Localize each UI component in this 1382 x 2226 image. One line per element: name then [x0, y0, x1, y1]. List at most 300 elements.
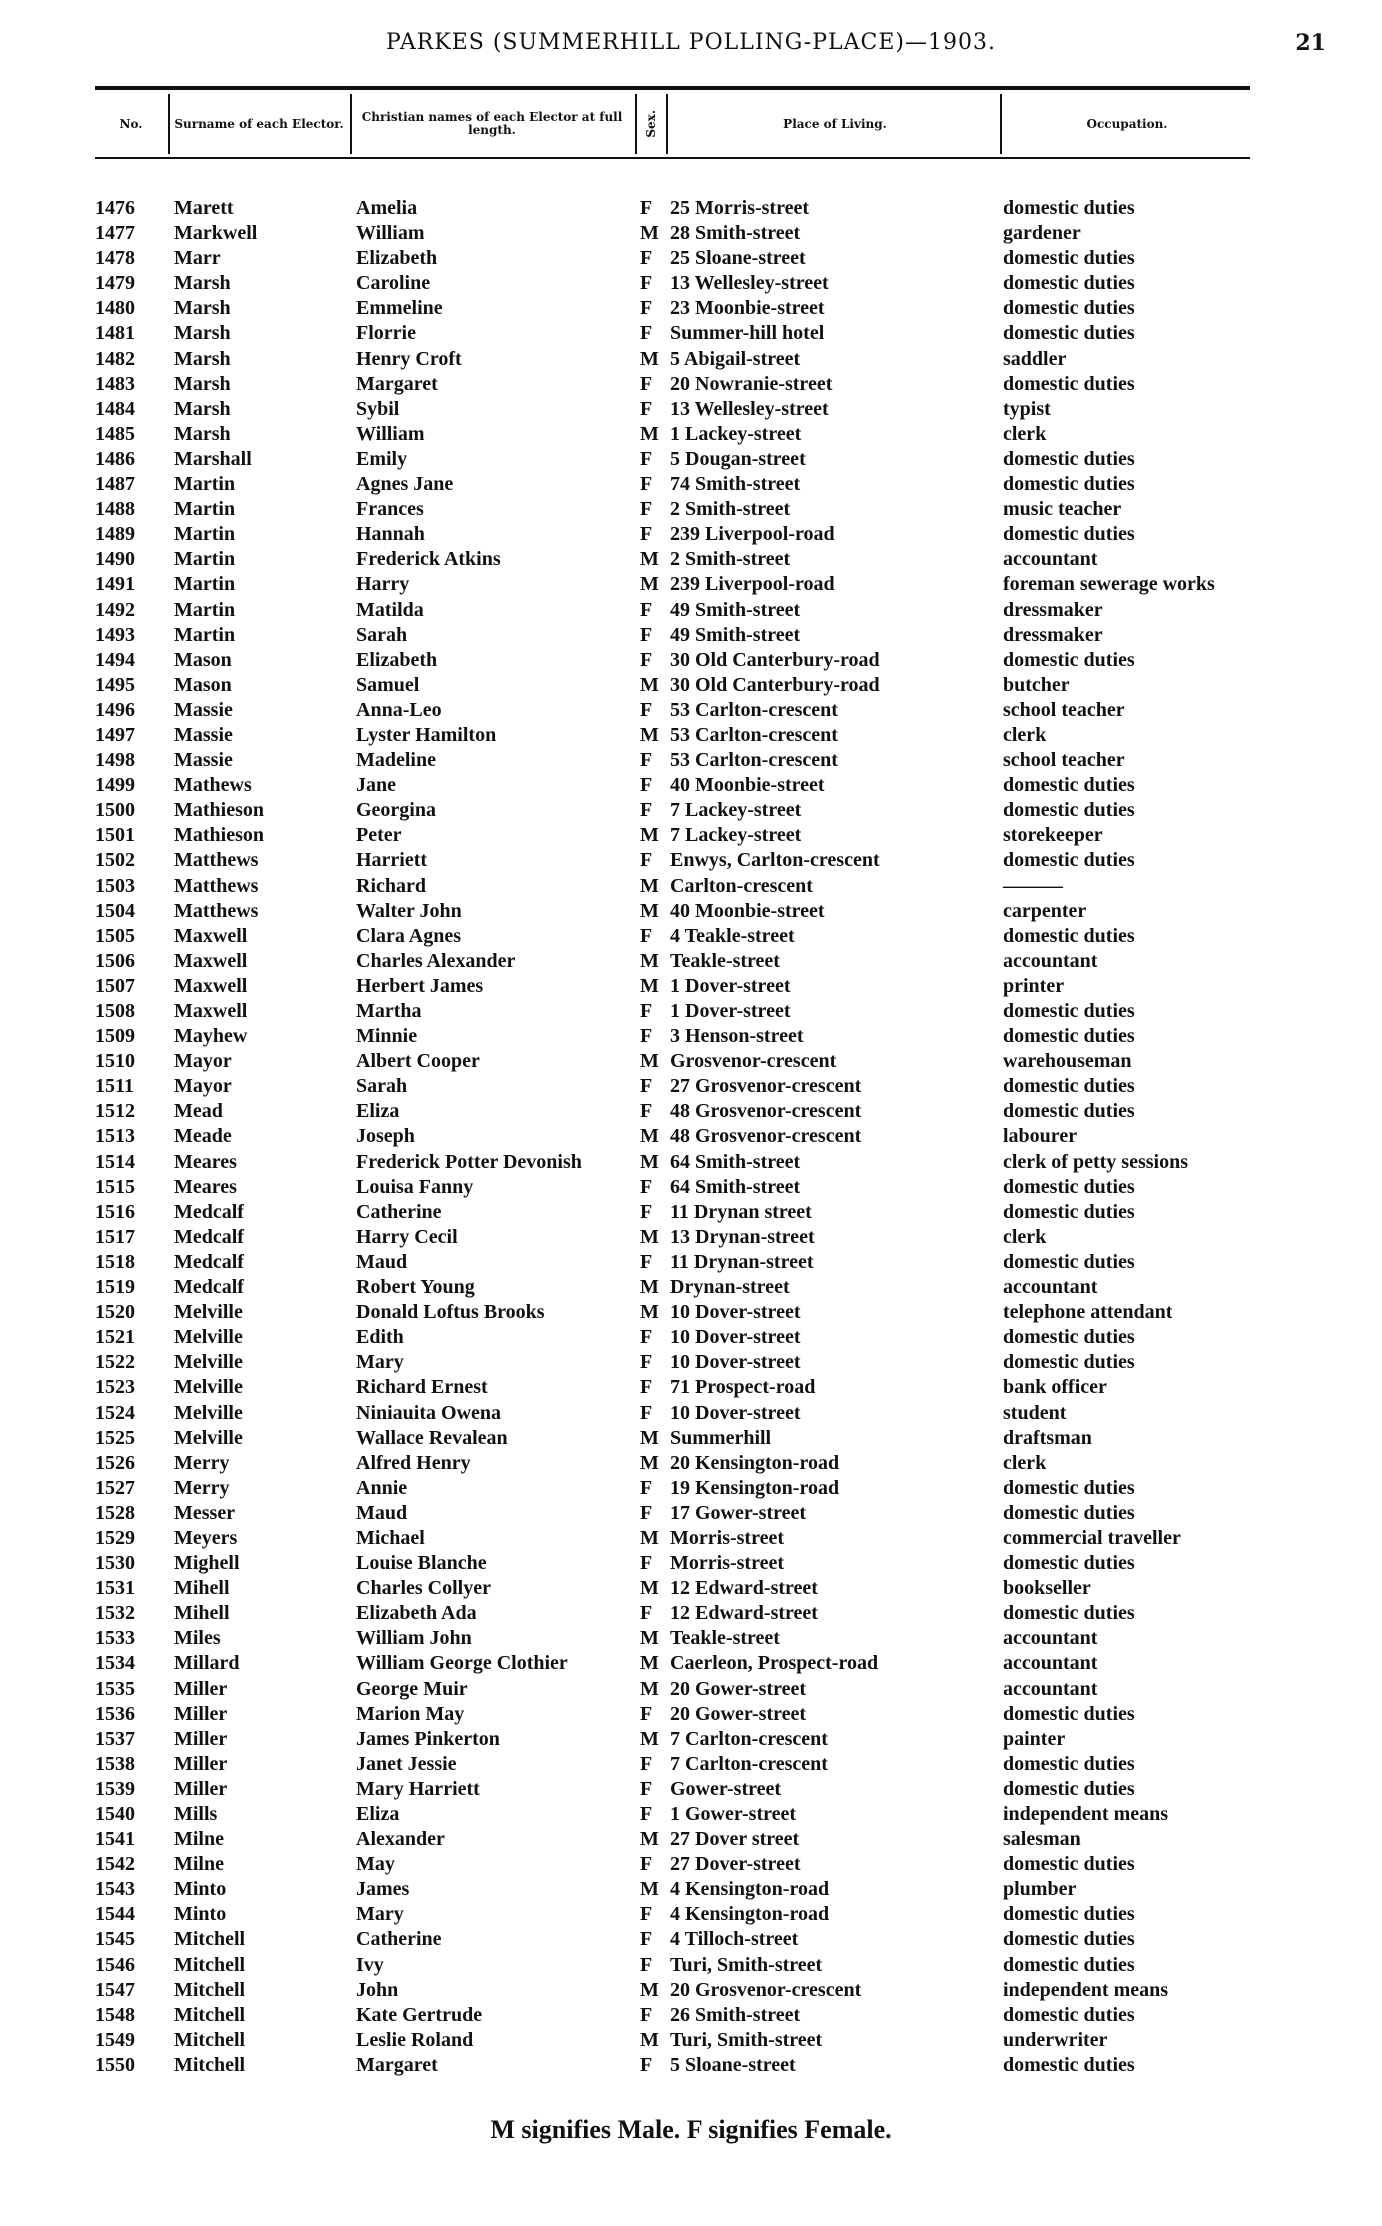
sex: M — [640, 1276, 659, 1299]
table-row — [0, 798, 1382, 823]
occupation: school teacher — [1003, 698, 1125, 721]
electoral-roll-table — [0, 196, 1382, 2078]
place-of-living: 74 Smith-street — [670, 473, 801, 496]
christian-names: Walter John — [356, 899, 462, 922]
elector-number: 1533 — [95, 1627, 135, 1650]
place-of-living: 40 Moonbie-street — [670, 899, 825, 922]
occupation: foreman sewerage works — [1003, 573, 1215, 596]
christian-names: Maud — [356, 1501, 408, 1524]
place-of-living: 11 Drynan-street — [670, 1250, 814, 1273]
christian-names: Alfred Henry — [356, 1451, 471, 1474]
table-row — [0, 397, 1382, 422]
christian-names: Louise Blanche — [356, 1552, 487, 1575]
elector-number: 1503 — [95, 874, 135, 897]
table-row — [0, 1551, 1382, 1576]
place-of-living: 20 Kensington-road — [670, 1451, 840, 1474]
table-row — [0, 924, 1382, 949]
occupation: domestic duties — [1003, 2053, 1135, 2076]
christian-names: Joseph — [356, 1125, 415, 1148]
place-of-living: 1 Lackey-street — [670, 422, 802, 445]
elector-number: 1540 — [95, 1803, 135, 1825]
place-of-living: 1 Dover-street — [670, 1000, 791, 1022]
table-row — [0, 1426, 1382, 1451]
occupation: dressmaker — [1003, 598, 1103, 621]
elector-number: 1490 — [95, 548, 135, 571]
sex: F — [640, 498, 653, 521]
table-row — [0, 1049, 1382, 1074]
elector-number: 1484 — [95, 397, 135, 420]
elector-number: 1496 — [95, 698, 135, 721]
christian-names: Janet Jessie — [356, 1752, 457, 1775]
elector-number: 1509 — [95, 1025, 135, 1048]
place-of-living: Summerhill — [670, 1426, 772, 1449]
sex: M — [640, 1577, 659, 1600]
surname: Matthews — [174, 899, 259, 922]
sex: M — [640, 347, 659, 370]
occupation: independent means — [1003, 1803, 1169, 1825]
elector-number: 1485 — [95, 422, 135, 445]
christian-names: Elizabeth — [356, 648, 438, 671]
place-of-living: 10 Dover-street — [670, 1351, 801, 1374]
table-row — [0, 1200, 1382, 1225]
christian-names: Georgina — [356, 799, 436, 822]
occupation: commercial traveller — [1003, 1526, 1181, 1549]
occupation: independent means — [1003, 1978, 1169, 2001]
christian-names: Catherine — [356, 1928, 442, 1951]
surname: Matthews — [174, 849, 259, 872]
christian-names: Margaret — [356, 2053, 438, 2076]
sex: M — [640, 222, 659, 245]
table-row — [0, 623, 1382, 648]
header-no: No. — [119, 116, 143, 131]
occupation: domestic duties — [1003, 1953, 1135, 1976]
place-of-living: 25 Sloane-street — [670, 247, 806, 270]
occupation: accountant — [1003, 1652, 1098, 1675]
sex: F — [640, 799, 653, 822]
column-divider — [168, 94, 170, 154]
place-of-living: 4 Teakle-street — [670, 924, 795, 947]
place-of-living: Drynan-street — [670, 1276, 790, 1299]
occupation: domestic duties — [1003, 1602, 1135, 1625]
christian-names: Edith — [356, 1326, 404, 1349]
surname: Mayhew — [174, 1025, 248, 1048]
table-row — [0, 949, 1382, 974]
occupation: draftsman — [1003, 1426, 1092, 1449]
surname: Merry — [174, 1476, 230, 1499]
surname: Matthews — [174, 874, 259, 897]
occupation: typist — [1003, 397, 1051, 420]
sex: F — [640, 1552, 653, 1575]
elector-number: 1547 — [95, 1978, 135, 2001]
elector-number: 1501 — [95, 824, 135, 847]
christian-names: Frederick Potter Devonish — [356, 1150, 582, 1173]
occupation: accountant — [1003, 1627, 1098, 1650]
christian-names: Niniauita Owena — [356, 1401, 502, 1424]
elector-number: 1477 — [95, 222, 135, 245]
christian-names: Harriett — [356, 849, 428, 872]
place-of-living: 4 Tilloch-street — [670, 1928, 799, 1951]
place-of-living: 20 Nowranie-street — [670, 372, 833, 395]
christian-names: Alexander — [356, 1828, 445, 1851]
sex: F — [640, 1953, 653, 1976]
elector-number: 1524 — [95, 1401, 135, 1424]
christian-names: Eliza — [356, 1100, 400, 1123]
place-of-living: Teakle-street — [670, 949, 780, 972]
occupation: domestic duties — [1003, 849, 1135, 872]
christian-names: Sarah — [356, 1075, 408, 1098]
place-of-living: Caerleon, Prospect-road — [670, 1652, 879, 1675]
elector-number: 1546 — [95, 1953, 135, 1976]
elector-number: 1515 — [95, 1175, 135, 1198]
sex: M — [640, 1526, 659, 1549]
table-row — [0, 1124, 1382, 1149]
table-row — [0, 572, 1382, 597]
surname: Markwell — [174, 222, 258, 245]
surname: Medcalf — [174, 1225, 244, 1248]
sex: F — [640, 1000, 653, 1022]
sex: M — [640, 723, 659, 746]
elector-number: 1489 — [95, 523, 135, 546]
occupation: student — [1003, 1401, 1067, 1424]
occupation: domestic duties — [1003, 197, 1135, 219]
christian-names: Frances — [356, 498, 424, 521]
surname: Miller — [174, 1702, 228, 1725]
surname: Mills — [174, 1803, 218, 1825]
table-row — [0, 1852, 1382, 1877]
occupation: domestic duties — [1003, 1000, 1135, 1022]
occupation: domestic duties — [1003, 1250, 1135, 1273]
sex: M — [640, 974, 659, 997]
sex: M — [640, 548, 659, 571]
surname: Minto — [174, 1903, 227, 1926]
occupation: carpenter — [1003, 899, 1087, 922]
header-sex-label: Sex. — [643, 110, 658, 138]
sex: F — [640, 1351, 653, 1374]
table-row — [0, 447, 1382, 472]
christian-names: Martha — [356, 1000, 422, 1022]
table-row — [0, 1024, 1382, 1049]
christian-names: Hannah — [356, 523, 425, 546]
christian-names: Ivy — [356, 1953, 384, 1976]
sex: F — [640, 849, 653, 872]
surname: Mason — [174, 673, 232, 696]
place-of-living: 26 Smith-street — [670, 2003, 801, 2026]
occupation: domestic duties — [1003, 372, 1135, 395]
place-of-living: 28 Smith-street — [670, 222, 801, 245]
place-of-living: 20 Gower-street — [670, 1702, 807, 1725]
header-place: Place of Living. — [783, 116, 887, 131]
sex: F — [640, 1903, 653, 1926]
table-row — [0, 1978, 1382, 2003]
surname: Melville — [174, 1301, 243, 1324]
elector-number: 1550 — [95, 2053, 135, 2076]
elector-number: 1482 — [95, 347, 135, 370]
occupation: domestic duties — [1003, 1175, 1135, 1198]
occupation: domestic duties — [1003, 1752, 1135, 1775]
christian-names: Catherine — [356, 1200, 442, 1223]
table-row — [0, 1476, 1382, 1501]
table-row — [0, 1350, 1382, 1375]
surname: Mitchell — [174, 2028, 246, 2051]
surname: Medcalf — [174, 1200, 244, 1223]
elector-number: 1483 — [95, 372, 135, 395]
table-row — [0, 874, 1382, 899]
place-of-living: 64 Smith-street — [670, 1175, 801, 1198]
header-surname: Surname of each Elector. — [174, 116, 344, 131]
elector-number: 1536 — [95, 1702, 135, 1725]
elector-number: 1499 — [95, 774, 135, 797]
surname: Melville — [174, 1376, 243, 1399]
place-of-living: 13 Wellesley-street — [670, 397, 829, 420]
sex: M — [640, 2028, 659, 2051]
sex: F — [640, 1928, 653, 1951]
elector-number: 1506 — [95, 949, 135, 972]
surname: Marr — [174, 247, 221, 270]
place-of-living: 19 Kensington-road — [670, 1476, 840, 1499]
christian-names: Maud — [356, 1250, 408, 1273]
table-row — [0, 1827, 1382, 1852]
surname: Minto — [174, 1878, 227, 1901]
occupation: bank officer — [1003, 1376, 1107, 1399]
occupation: telephone attendant — [1003, 1301, 1173, 1324]
place-of-living: Summer-hill hotel — [670, 322, 825, 345]
sex: F — [640, 749, 653, 772]
surname: Messer — [174, 1501, 236, 1524]
table-row — [0, 522, 1382, 547]
christian-names: Richard Ernest — [356, 1376, 488, 1399]
christian-names: Lyster Hamilton — [356, 723, 497, 746]
elector-number: 1479 — [95, 272, 135, 295]
occupation: domestic duties — [1003, 799, 1135, 822]
surname: Marsh — [174, 322, 231, 345]
sex: M — [640, 874, 659, 897]
christian-names: Annie — [356, 1476, 408, 1499]
elector-number: 1532 — [95, 1602, 135, 1625]
surname: Maxwell — [174, 974, 248, 997]
place-of-living: Teakle-street — [670, 1627, 780, 1650]
elector-number: 1519 — [95, 1276, 135, 1299]
table-row — [0, 1501, 1382, 1526]
christian-names: Marion May — [356, 1702, 465, 1725]
sex: F — [640, 623, 653, 646]
occupation: labourer — [1003, 1125, 1078, 1148]
surname: Miles — [174, 1627, 221, 1650]
table-row — [0, 1375, 1382, 1400]
occupation: domestic duties — [1003, 924, 1135, 947]
elector-number: 1494 — [95, 648, 135, 671]
christian-names: Peter — [356, 824, 402, 847]
table-row — [0, 748, 1382, 773]
surname: Marsh — [174, 397, 231, 420]
elector-number: 1514 — [95, 1150, 135, 1173]
place-of-living: 27 Dover-street — [670, 1853, 801, 1876]
place-of-living: Grosvenor-crescent — [670, 1050, 837, 1073]
sex: F — [640, 924, 653, 947]
surname: Mayor — [174, 1050, 232, 1073]
table-row — [0, 1150, 1382, 1175]
sex: F — [640, 1200, 653, 1223]
sex: F — [640, 297, 653, 320]
place-of-living: 17 Gower-street — [670, 1501, 807, 1524]
table-row — [0, 1275, 1382, 1300]
elector-number: 1518 — [95, 1250, 135, 1273]
column-divider — [1000, 94, 1002, 154]
surname: Mitchell — [174, 1928, 246, 1951]
table-row — [0, 1250, 1382, 1275]
place-of-living: 7 Carlton-crescent — [670, 1727, 828, 1750]
occupation: accountant — [1003, 548, 1098, 571]
surname: Meyers — [174, 1526, 238, 1549]
occupation: domestic duties — [1003, 1552, 1135, 1575]
place-of-living: 7 Lackey-street — [670, 824, 802, 847]
christian-names: Frederick Atkins — [356, 548, 501, 571]
place-of-living: Gower-street — [670, 1777, 782, 1800]
occupation: domestic duties — [1003, 473, 1135, 496]
christian-names: Charles Alexander — [356, 949, 516, 972]
sex: F — [640, 648, 653, 671]
elector-number: 1510 — [95, 1050, 135, 1073]
sex: F — [640, 1702, 653, 1725]
surname: Meares — [174, 1175, 237, 1198]
christian-names: Donald Loftus Brooks — [356, 1301, 545, 1324]
christian-names: Clara Agnes — [356, 924, 461, 947]
christian-names: Mary — [356, 1903, 404, 1926]
elector-number: 1516 — [95, 1200, 135, 1223]
sex: F — [640, 1376, 653, 1399]
table-row — [0, 1802, 1382, 1827]
surname: Meade — [174, 1125, 232, 1148]
elector-number: 1508 — [95, 1000, 135, 1022]
footer-legend: M signifies Male. F signifies Female. — [490, 2115, 892, 2144]
elector-number: 1534 — [95, 1652, 135, 1675]
table-row — [0, 1225, 1382, 1250]
place-of-living: 11 Drynan street — [670, 1200, 812, 1223]
place-of-living: 12 Edward-street — [670, 1577, 818, 1600]
surname: Milne — [174, 1828, 224, 1851]
table-row — [0, 1677, 1382, 1702]
occupation: accountant — [1003, 1276, 1098, 1299]
elector-number: 1480 — [95, 297, 135, 320]
elector-number: 1500 — [95, 799, 135, 822]
surname: Marett — [174, 197, 234, 219]
elector-number: 1523 — [95, 1376, 135, 1399]
surname: Mathieson — [174, 824, 264, 847]
place-of-living: 49 Smith-street — [670, 623, 801, 646]
elector-number: 1513 — [95, 1125, 135, 1148]
occupation: domestic duties — [1003, 523, 1135, 546]
christian-names: William John — [356, 1627, 472, 1650]
occupation: ——— — [1003, 874, 1063, 897]
sex: F — [640, 1401, 653, 1424]
occupation: warehouseman — [1003, 1050, 1132, 1073]
occupation: dressmaker — [1003, 623, 1103, 646]
christian-names: Sybil — [356, 397, 400, 420]
christian-names: William George Clothier — [356, 1652, 568, 1675]
table-row — [0, 673, 1382, 698]
occupation: music teacher — [1003, 498, 1122, 521]
sex: F — [640, 1853, 653, 1876]
place-of-living: 7 Lackey-street — [670, 799, 802, 822]
place-of-living: 239 Liverpool-road — [670, 523, 835, 546]
occupation: domestic duties — [1003, 272, 1135, 295]
table-row — [0, 598, 1382, 623]
christian-names: Michael — [356, 1526, 425, 1549]
surname: Marsh — [174, 347, 231, 370]
place-of-living: 64 Smith-street — [670, 1150, 801, 1173]
elector-number: 1486 — [95, 447, 135, 470]
elector-number: 1504 — [95, 899, 135, 922]
table-row — [0, 999, 1382, 1024]
surname: Milne — [174, 1853, 224, 1876]
place-of-living: 30 Old Canterbury-road — [670, 648, 880, 671]
place-of-living: 4 Kensington-road — [670, 1903, 830, 1926]
christian-names: Amelia — [356, 197, 418, 219]
surname: Melville — [174, 1351, 243, 1374]
elector-number: 1543 — [95, 1878, 135, 1901]
occupation: domestic duties — [1003, 1476, 1135, 1499]
place-of-living: Enwys, Carlton-crescent — [670, 849, 880, 872]
surname: Marshall — [174, 447, 252, 470]
surname: Maxwell — [174, 949, 248, 972]
place-of-living: 10 Dover-street — [670, 1301, 801, 1324]
table-row — [0, 472, 1382, 497]
elector-number: 1505 — [95, 924, 135, 947]
occupation: school teacher — [1003, 749, 1125, 772]
sex: M — [640, 1225, 659, 1248]
christian-names: Richard — [356, 874, 426, 897]
header-occupation: Occupation. — [1086, 116, 1168, 131]
christian-names: Harry Cecil — [356, 1225, 458, 1248]
page-title: PARKES (SUMMERHILL POLLING-PLACE)—1903. — [386, 30, 996, 55]
table-row — [0, 271, 1382, 296]
elector-number: 1542 — [95, 1853, 135, 1876]
sex: F — [640, 1803, 653, 1825]
surname: Mayor — [174, 1075, 232, 1098]
surname: Mighell — [174, 1552, 240, 1575]
sex: F — [640, 598, 653, 621]
occupation: domestic duties — [1003, 1100, 1135, 1123]
surname: Maxwell — [174, 924, 248, 947]
occupation: domestic duties — [1003, 1777, 1135, 1800]
table-row — [0, 1526, 1382, 1551]
surname: Meares — [174, 1150, 237, 1173]
header-top-rule — [95, 86, 1250, 90]
place-of-living: 5 Abigail-street — [670, 347, 801, 370]
elector-number: 1498 — [95, 749, 135, 772]
table-row — [0, 723, 1382, 748]
table-row — [0, 1626, 1382, 1651]
occupation: domestic duties — [1003, 322, 1135, 345]
place-of-living: 5 Dougan-street — [670, 447, 806, 470]
place-of-living: 48 Grosvenor-crescent — [670, 1100, 862, 1123]
surname: Mitchell — [174, 1978, 246, 2001]
table-row — [0, 1401, 1382, 1426]
sex: M — [640, 673, 659, 696]
place-of-living: 53 Carlton-crescent — [670, 749, 838, 772]
christian-names: Jane — [356, 774, 396, 797]
christian-names: William — [356, 422, 425, 445]
occupation: clerk — [1003, 1451, 1047, 1474]
surname: Massie — [174, 723, 233, 746]
elector-number: 1488 — [95, 498, 135, 521]
table-row — [0, 773, 1382, 798]
occupation: domestic duties — [1003, 774, 1135, 797]
sex: M — [640, 1828, 659, 1851]
occupation: underwriter — [1003, 2028, 1108, 2051]
sex: F — [640, 523, 653, 546]
table-row — [0, 1074, 1382, 1099]
place-of-living: 10 Dover-street — [670, 1326, 801, 1349]
